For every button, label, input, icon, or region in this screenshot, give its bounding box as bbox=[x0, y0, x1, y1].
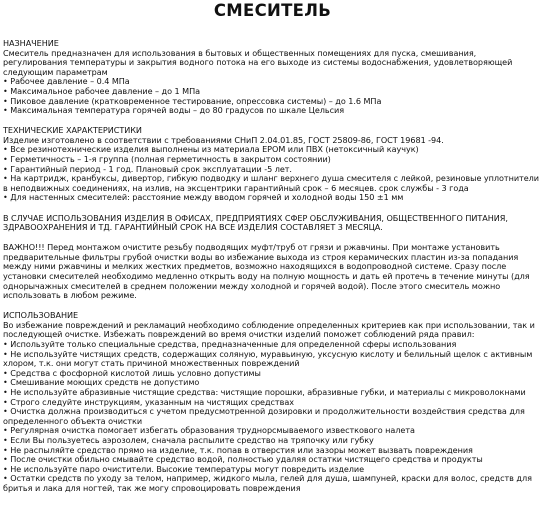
office-notice-text: В СЛУЧАЕ ИСПОЛЬЗОВАНИЯ ИЗДЕЛИЯ В ОФИСАХ, ПРЕДПРИЯТИЯХ СФЕР ОБСЛУЖИВАНИЯ, ОБЩЕСТВЕННОГО ПИТАНИЯ, ЗДРАВООХРАНЕНИЯ И ТД. ГАРАНТИЙНЫЙ СРОК НА ВСЕ ИЗДЕЛИЯ СОСТАВЛЯЕТ 3 МЕСЯЦА. bbox=[3, 212, 508, 233]
purpose-heading: НАЗНАЧЕНИЕ bbox=[3, 38, 59, 48]
specs-section bbox=[3, 126, 542, 203]
purpose-item: • Максимальное рабочее давление – до 1 МПа bbox=[3, 85, 201, 96]
usage-item: • Остатки средств по уходу за телом, например, жидкого мыла, гелей для душа, шампуней, краски для волос, средств для бритья и лака для ногтей, так же могу спровоцировать повреждения bbox=[3, 473, 532, 493]
usage-item: • Регулярная очистка помогает избегать образования труднорсмываемого известкового налета bbox=[3, 425, 415, 436]
purpose-item: • Максимальная температура горячей воды – до 80 градусов по шкале Цельсия bbox=[3, 105, 345, 116]
important-text: ВАЖНО!!! Перед монтажом очистите резьбу подводящих муфт/труб от грязи и ржавчины. При монтаже установить предварительные фильтры грубой очистки воды во избежание выхода из строя керамических пластин из-за попадания между ними ржавчины и мелких жестких предметов, возможно находящихся в водопроводной системе. Сразу после установки смесителей необходимо медленно открыть воду на полную мощность и дать ей протечь в течение минуты (для однорычажных смесителей в среднем положении между холодной и горячей водой). После этого смеситель можно использовать в любом режиме. bbox=[3, 242, 530, 301]
page-title: СМЕСИТЕЛЬ bbox=[213, 1, 332, 20]
usage-intro: Во избежание повреждений и рекламаций необходимо соблюдение определенных критериев как при использовании, так и последующей очистке. Избежать повреждений во время очистки изделий поможет соблюдений ряда правил: bbox=[3, 319, 535, 340]
specs-item: • На картридж, кранбуксы, дивертор, гибкую подводку и шланг верхнего душа смесителя с лейкой, резиновые уплотнители в неподвижных соединениях, на излив, на эксцентрики гарантийный срок – 6 месяцев. срок службы - 3 года bbox=[3, 173, 539, 193]
office-notice-section bbox=[3, 214, 542, 233]
specs-item: • Для настенных смесителей: расстояние между вводом горячей и холодной воды 150 ±1 мм bbox=[3, 192, 404, 203]
usage-item: • Очистка должна производиться с учетом предусмотренной дозировки и продолжительности воздействия средства для определенного объекта очистки bbox=[3, 406, 525, 426]
usage-item: • Не используйте абразивные чистящие средства: чистящие порошки, абразивные губки, и материалы с микроволокнами bbox=[3, 387, 526, 397]
specs-item: • Гарантийный период - 1 год. Плановый срок эксплуатации -5 лет. bbox=[3, 163, 292, 174]
purpose-item: • Рабочее давление – 0.4 МПа bbox=[3, 76, 130, 87]
usage-section bbox=[3, 311, 542, 493]
specs-item: • Все резинотехнические изделия выполнены из материала EPOM или ПВХ (нетоксичный каучук) bbox=[3, 144, 419, 155]
usage-item: • Смешивание моющих средств не допустимо bbox=[3, 377, 200, 388]
purpose-intro: Смеситель предназначен для использования в бытовых и общественных помещениях для пуска, смешивания, регулирования температуры и закрытия водного потока на его выходе из системы водоснабжения, удовлетворяющей следующим параметрам bbox=[3, 47, 513, 77]
specs-heading: ТЕХНИЧЕСКИЕ ХАРАКТЕРИСТИКИ bbox=[3, 125, 142, 136]
important-section bbox=[3, 243, 542, 301]
purpose-section bbox=[3, 39, 542, 116]
usage-item: • Не используйте чистящих средств, содержащих соляную, муравьиную, уксусную кислоту и белильный щелок с активным хлором, т.к. они могут стать причиной множественных повреждений bbox=[3, 348, 533, 369]
specs-intro: Изделие изготовлено в соответствии с требованиями СНиП 2.04.01.85, ГОСТ 25809-86, ГОСТ 19681 -94. bbox=[3, 134, 444, 145]
purpose-item: • Пиковое давление (кратковременное тестирование, опрессовка системы) – до 1.6 МПа bbox=[3, 95, 382, 106]
usage-heading: ИСПОЛЬЗОВАНИЕ bbox=[3, 310, 79, 321]
specs-item: • Герметичность – 1-я группа (полная герметичность в закрытом состоянии) bbox=[3, 154, 331, 165]
usage-item: • После очистки обильно смывайте средство водой, полностью удаляя остатки чистящего средства и продукты bbox=[3, 454, 483, 465]
usage-item: • Строго следуйте инструкциям, указанным на чистящих средствах bbox=[3, 396, 294, 407]
usage-item: • Не распыляйте средство прямо на изделие, т.к. попав в отверстия или зазоры может вызвать повреждения bbox=[3, 444, 473, 455]
usage-item: • Если Вы пользуетесь аэрозолем, сначала распылите средство на тряпочку или губку bbox=[3, 434, 374, 445]
usage-item: • Средства с фосфорной кислотой лишь условно допустимы bbox=[3, 367, 261, 378]
usage-item: • Используйте только специальные средства, предназначенные для определенной сферы использования bbox=[3, 339, 457, 350]
usage-item: • Не используйте паро очистители. Высокие температуры могут повредить изделие bbox=[3, 463, 365, 474]
